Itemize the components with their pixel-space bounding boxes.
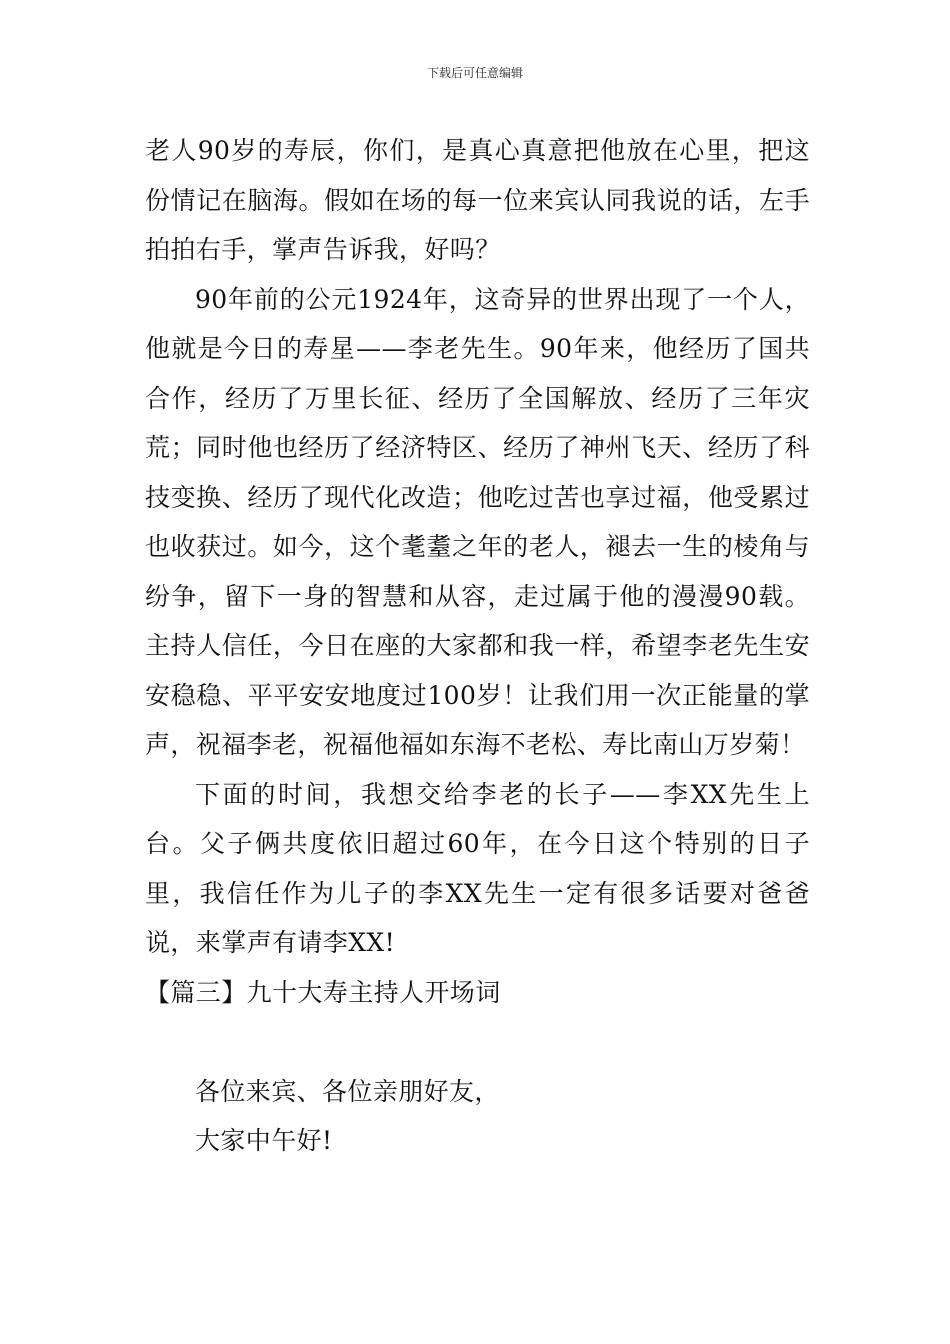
paragraph-invite-son: 下面的时间，我想交给李老的长子——李XX先生上台。父子俩共度依旧超过60年，在今日这个特别的日子里，我信任作为儿子的李XX先生一定有很多话要对爸爸说，来掌声有请李XX!	[145, 779, 810, 957]
blank-line	[145, 1017, 810, 1067]
greeting-line-2: 大家中午好!	[195, 1126, 333, 1155]
paragraph-biography: 90年前的公元1924年，这奇异的世界出现了一个人，他就是今日的寿星——李老先生。90年来，他经历了国共合作，经历了万里长征、经历了全国解放、经历了三年灾荒；同时他也经历了经济特区、经历了神州飞天、经历了科技变换、经历了现代化改造；他吃过苦也享过福，他受累过也收获过。如今，这个耄耋之年的老人，褪去一生的棱角与纷争，留下一身的智慧和从容，走过属于他的漫漫90载。主持人信任，今日在座的大家都和我一样，希望李老先生安安稳稳、平平安安地度过100岁！让我们用一次正能量的掌声，祝福李老，祝福他福如东海不老松、寿比南山万岁菊！	[145, 284, 810, 759]
paragraph-continuation: 老人90岁的寿辰，你们，是真心真意把他放在心里，把这份情记在脑海。假如在场的每一位来宾认同我说的话，左手拍拍右手，掌声告诉我，好吗？	[145, 136, 810, 264]
greeting-line-1: 各位来宾、各位亲朋好友，	[195, 1076, 500, 1106]
page-header-note: 下载后可任意编辑	[426, 66, 523, 80]
document-body	[145, 126, 810, 1166]
section-title: 【篇三】九十大寿主持人开场词	[145, 977, 501, 1007]
